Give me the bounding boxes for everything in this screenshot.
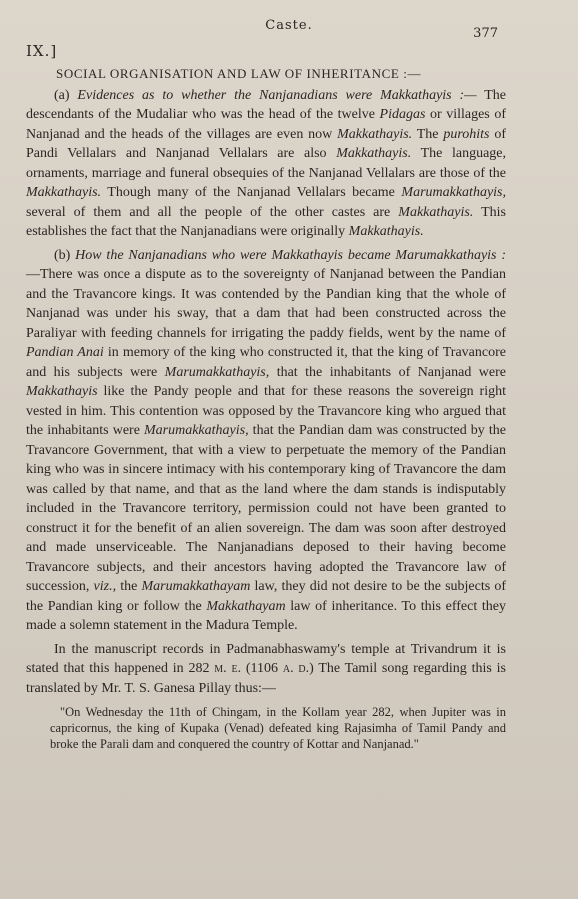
para-b-em: Makkathayis — [26, 384, 98, 399]
para-c-text: (1106 — [241, 661, 283, 676]
para-a-text: The descendants of the Mudaliar who was the head of the twelve — [26, 87, 506, 122]
para-b-text: like the Pandy people and that for these reasons the sovereign right vested in him. This contention was opposed by the Travancore king who argued that the inhabitants were — [26, 384, 506, 438]
para-a-em: purohits — [443, 126, 490, 142]
para-a-text: This establishes the fact that the Nanjanadians were originally — [26, 204, 506, 239]
paragraph-a — [26, 86, 506, 242]
para-a-title: Evidences as to whether the Nanjanadians were Makkathayis :— — [77, 87, 477, 103]
para-b-em: Marumakkathayam — [141, 579, 251, 594]
paragraph-c — [26, 640, 506, 699]
era-abbrev: a. d. — [282, 661, 310, 676]
para-b-text: in memory of the king who constructed it, that the king of Travancore and his subjects were — [26, 345, 506, 380]
para-a-em: Makkathayis. — [336, 146, 412, 161]
para-c-text: In the manuscript records in Padmanabhaswamy's temple at Trivandrum it is stated that this happened in 282 — [26, 641, 506, 676]
para-b-em: Pandian Anai — [26, 345, 104, 360]
para-a-em: Makkathayis. — [26, 185, 102, 200]
para-a-em: Makkathayis. — [348, 224, 424, 239]
para-b-em: Makkathayam — [206, 598, 286, 614]
para-b-em: viz., — [93, 579, 117, 594]
para-b-text: that the inhabitants of Nanjanad were — [269, 364, 506, 380]
para-b-text: that the Pandian dam was constructed by the Travancore Government, that with a view to perpetuate the memory of the Pandian king who was in sincere intimacy with his contemporary king of Travancore the dam was called by that name, and that as the land where the dam stands is indisputably included in the Travancore territory, permission could not have been granted to construct it for the benefit of an alien sovereign. The dam was soon after destroyed and made unserviceable. The Nanjanadians deposed to their having become Travancore subjects, and their ancestors having adopted the Travancore law of succession, — [26, 423, 506, 594]
para-b-text: law of inheritance. To this effect they made a solemn statement in the Madura Temple. — [26, 598, 506, 633]
page-body — [26, 58, 506, 752]
para-b-em: Marumakkathayis, — [144, 423, 249, 438]
para-a-em: Makkathayis. — [398, 204, 474, 220]
para-a-text: several of them and all the people of the other castes are — [26, 204, 399, 220]
para-a-label: (a) — [54, 87, 78, 103]
para-b-text: the — [116, 579, 142, 594]
para-c-text: ) The Tamil song regarding this is translated by Mr. T. S. Ganesa Pillay thus:— — [26, 661, 506, 696]
para-a-text: The language, ornaments, marriage and funeral obsequies of the Nanjanad Vellalars are those of the — [26, 146, 507, 181]
chapter-marker: IX.] — [26, 42, 58, 60]
para-b-text: —There was once a dispute as to the sovereignty of Nanjanad between the Pandian and the Travancore kings. It was contended by the Pandian king that the whole of Nanjanad was under his sway, that a dam that had been constructed across the Paraliyar with feeding channels for irrigating the paddy fields, went by the name of — [26, 267, 506, 341]
para-a-text: or villages of Nanjanad and the heads of the villages are even now — [26, 107, 506, 142]
para-b-label: (b) — [54, 247, 76, 263]
para-a-em: Pidagas — [379, 107, 426, 122]
para-a-em: Marumakkathayis, — [401, 185, 506, 200]
para-b-title: How the Nanjanadians who were Makkathayis became Marumakkathayis : — [75, 247, 506, 263]
block-quote: "On Wednesday the 11th of Chingam, in the Kollam year 282, when Jupiter was in capricornus, the king of Kupaka (Venad) defeated king Rajasimha of Tamil Pandy and broke the Parali dam and conquered the country of Kottar and Nanjanad." — [50, 705, 506, 751]
para-a-em: Makkathayis. — [337, 126, 413, 142]
era-abbrev: m. e. — [214, 661, 242, 676]
section-heading: SOCIAL ORGANISATION AND LAW OF INHERITANCE :— — [56, 66, 422, 81]
running-head: Caste. — [265, 18, 313, 33]
para-a-text: of Pandi Vellalars and Nanjanad Vellalars are also — [26, 126, 506, 161]
page-number: 377 — [473, 26, 498, 41]
para-a-text: The — [412, 126, 444, 142]
para-a-text: Though many of the Nanjanad Vellalars became — [101, 185, 402, 200]
para-b-text: law, they did not desire to be the subjects of the Pandian king or follow the — [26, 579, 506, 614]
para-b-em: Marumakkathayis, — [164, 364, 270, 380]
paragraph-b — [26, 246, 506, 636]
